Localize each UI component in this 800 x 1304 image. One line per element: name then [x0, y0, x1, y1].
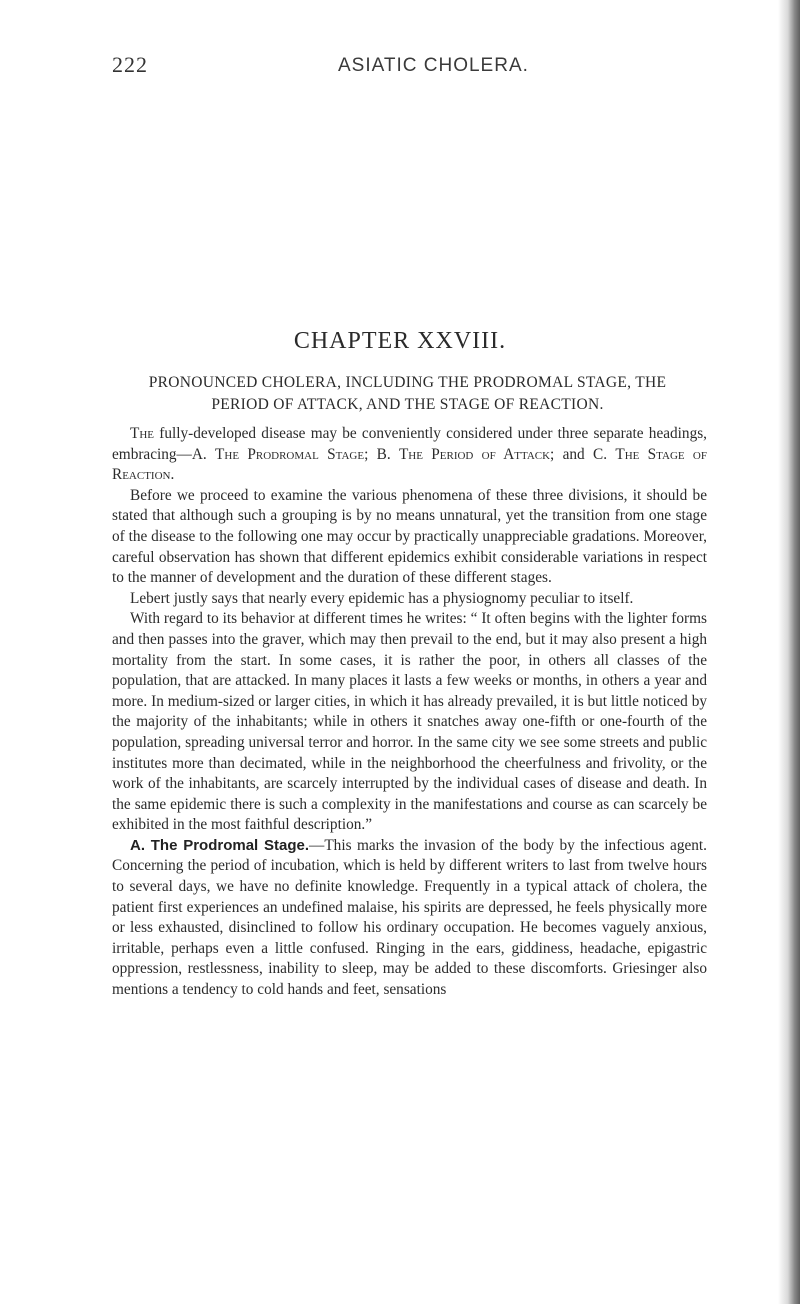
paragraph-1-lead: The [130, 425, 155, 442]
paragraph-5-text: —This marks the invasion of the body by the infectious agent. Concerning the period of incubation, which is held by different writers to last from twelve hours to several days, we have no definite knowledge. Frequently in a typical attack of cholera, the patient first experiences an undefined malaise, his spirits are depressed, he feels physically more or less exhausted, disinclined to follow his ordinary occupation. He becomes vaguely anxious, irritable, perhaps even a little confused. Ringing in the ears, giddiness, headache, epigastric oppression, restlessness, inability to sleep, may be added to these discomforts. Griesinger also mentions a tendency to cold hands and feet, sensations [112, 836, 708, 999]
body-text [112, 424, 707, 1001]
paragraph-2: Before we proceed to examine the various phenomena of these three divisions, it should be stated that although such a grouping is by no means unnatural, yet the transition from one stage of the disease to the following one may occur by practically unappreciable gradations. Moreover, careful observation has shown that different epidemics exhibit considerable variations in respect to the manner of development and the duration of these different stages. [112, 486, 707, 587]
paragraph-1-text-4: . [170, 466, 175, 484]
chapter-subtitle: PRONOUNCED CHOLERA, INCLUDING THE PRODROMAL STAGE, THE PERIOD OF ATTACK, AND THE STAGE OF REACTION. [148, 374, 667, 413]
stage-heading-prodromal: The Prodromal Stage [215, 445, 365, 463]
paragraph-1-text: fully-developed disease may be conveniently considered under three separate headings, embracing—A. [112, 425, 707, 463]
paragraph-1-text-2: ; B. [364, 445, 399, 463]
paragraph-3: Lebert justly says that nearly every epidemic has a physiognomy peculiar to itself. [130, 589, 634, 607]
running-head: ASIATIC CHOLERA. [338, 55, 529, 76]
stage-heading-attack: The Period of Attack [398, 445, 551, 463]
chapter-title: CHAPTER XXVIII. [293, 328, 507, 354]
paragraph-5 [112, 836, 707, 1001]
page-edge-shadow [778, 0, 800, 1304]
paragraph-1-text-3: ; and C. [550, 445, 616, 463]
paragraph-1 [112, 424, 707, 486]
section-heading-prodromal: A. The Prodromal Stage. [130, 836, 310, 854]
stage-heading-reaction: The Stage of Reaction [112, 445, 707, 484]
paragraph-4: With regard to its behavior at different times he writes: “ It often begins with the lighter forms and then passes into the graver, which may then prevail to the end, but it may also present a high mortality from the start. In some cases, it is rather the poor, in others all classes of the population, that are attacked. In many places it lasts a few weeks or months, in others a year and more. In medium-sized or larger cities, in which it has already prevailed, it is but little noticed by the majority of the inhabitants; while in others it snatches away one-fifth or one-fourth of the population, spreading universal terror and horror. In the same city we see some streets and public institutes more than decimated, while in the neighborhood the cheerfulness and frivolity, or the work of the inhabitants, are scarcely interrupted by the individual cases of disease and death. In the same epidemic there is such a complexity in the manifestations and course as can scarcely be exhibited in the most faithful description.” [112, 610, 707, 834]
page-number: 222 [112, 52, 148, 77]
